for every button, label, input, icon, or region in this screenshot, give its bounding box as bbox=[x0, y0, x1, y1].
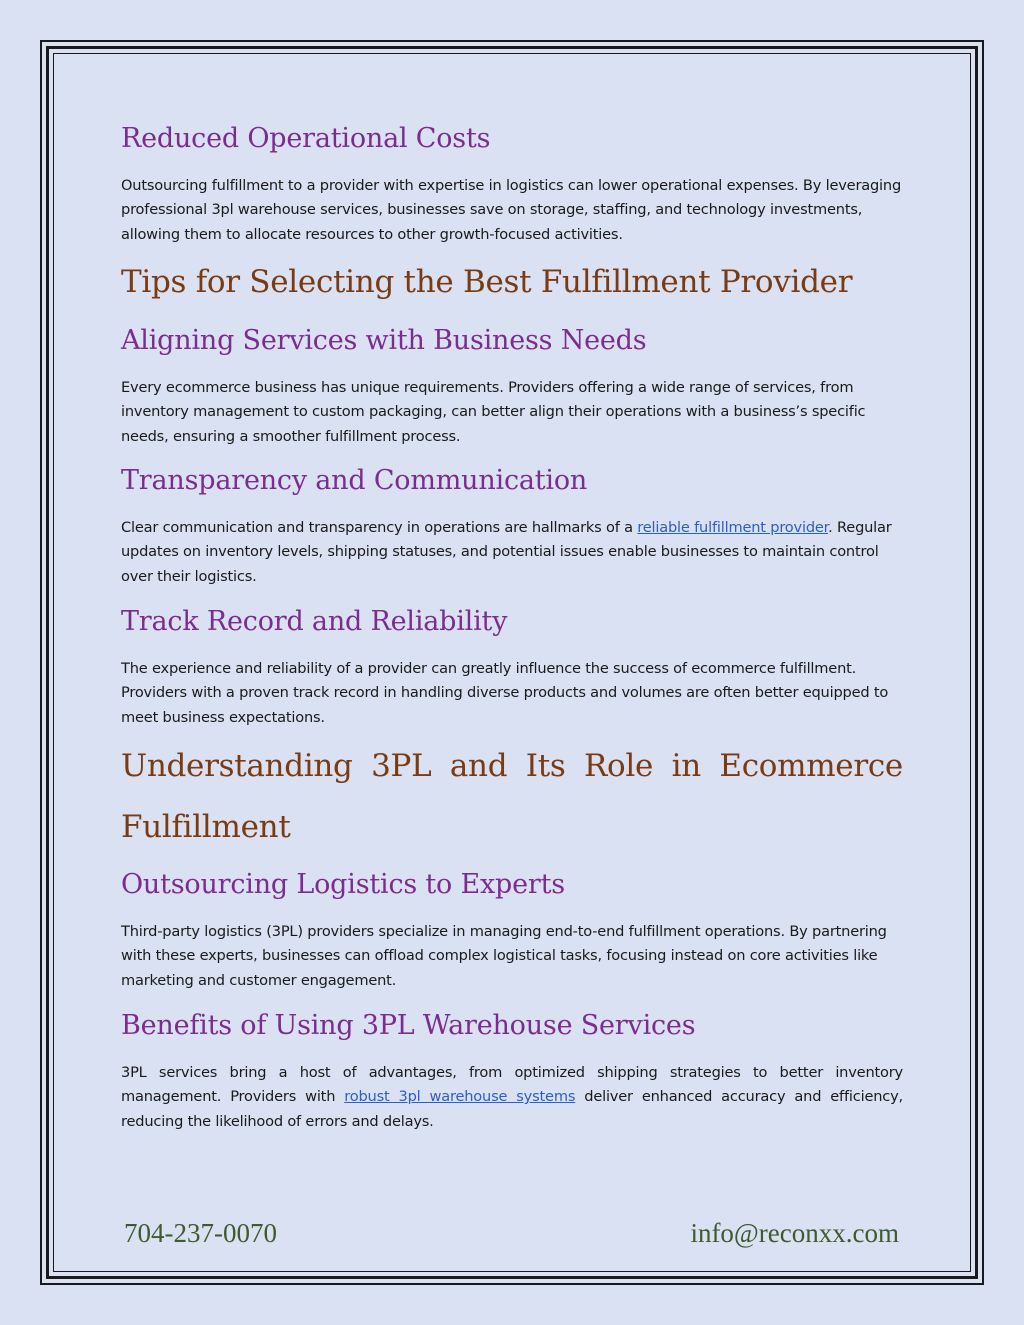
heading-understanding-3pl-line2: Fulfillment bbox=[121, 809, 291, 845]
paragraph-text: management. Providers with bbox=[121, 1088, 345, 1106]
heading-word: and bbox=[449, 748, 508, 784]
paragraph-transparency-communication bbox=[121, 516, 903, 589]
paragraph-outsourcing-logistics: Third-party logistics (3PL) providers specialize in managing end-to-end fulfillment operations. By partnering with these experts, businesses can offload complex logistical tasks, focusing instead on core activities like marketing and customer engagement. bbox=[121, 923, 887, 989]
paragraph-text: Clear communication and transparency in operations are hallmarks of a bbox=[121, 519, 638, 536]
heading-aligning-services: Aligning Services with Business Needs bbox=[121, 325, 647, 356]
paragraph-aligning-services: Every ecommerce business has unique requirements. Providers offering a wide range of services, from inventory management to custom packaging, can better align their operations with a business’s specific needs, ensuring a smoother fulfillment process. bbox=[121, 379, 866, 445]
heading-word: Understanding bbox=[121, 748, 353, 784]
paragraph-reduced-operational-costs: Outsourcing fulfillment to a provider with expertise in logistics can lower operational expenses. By leveraging professional 3pl warehouse services, businesses save on storage, staffing, and technology investments, allowing them to allocate resources to other growth-focused activities. bbox=[121, 177, 902, 243]
heading-transparency-communication: Transparency and Communication bbox=[121, 465, 588, 496]
reliable-fulfillment-provider-link[interactable]: reliable fulfillment provider bbox=[637, 519, 829, 536]
heading-word: Role bbox=[584, 748, 654, 784]
footer-email: info@reconxx.com bbox=[690, 1218, 899, 1248]
paragraph-benefits-3pl bbox=[121, 1061, 903, 1134]
paragraph-line: reducing the likelihood of errors and delays. bbox=[121, 1112, 434, 1130]
heading-word: in bbox=[671, 748, 701, 784]
heading-understanding-3pl bbox=[121, 747, 903, 785]
paragraph-line: 3PL services bring a host of advantages, from optimized shipping strategies to better inventory bbox=[121, 1064, 903, 1081]
heading-tips-selecting-provider: Tips for Selecting the Best Fulfillment Provider bbox=[121, 264, 853, 300]
paragraph-text: . Regular updates on inventory levels, shipping statuses, and potential issues enable businesses to maintain control over their logistics. bbox=[121, 519, 892, 585]
footer-phone: 704-237-0070 bbox=[124, 1218, 277, 1248]
heading-outsourcing-logistics: Outsourcing Logistics to Experts bbox=[121, 869, 565, 900]
heading-word: 3PL bbox=[371, 748, 432, 784]
paragraph-track-record: The experience and reliability of a provider can greatly influence the success of ecommerce fulfillment. Providers with a proven track record in handling diverse products and volumes are often better equipped to meet business expectations. bbox=[121, 660, 889, 726]
paragraph-line bbox=[121, 1085, 903, 1109]
heading-word: Its bbox=[525, 748, 566, 784]
heading-benefits-3pl: Benefits of Using 3PL Warehouse Services bbox=[121, 1010, 696, 1041]
paragraph-text: deliver enhanced accuracy and efficiency, bbox=[575, 1088, 903, 1106]
robust-3pl-warehouse-systems-link[interactable]: robust 3pl warehouse systems bbox=[344, 1088, 576, 1106]
heading-track-record: Track Record and Reliability bbox=[121, 606, 508, 637]
heading-reduced-operational-costs: Reduced Operational Costs bbox=[121, 123, 491, 154]
heading-word: Ecommerce bbox=[719, 748, 903, 784]
